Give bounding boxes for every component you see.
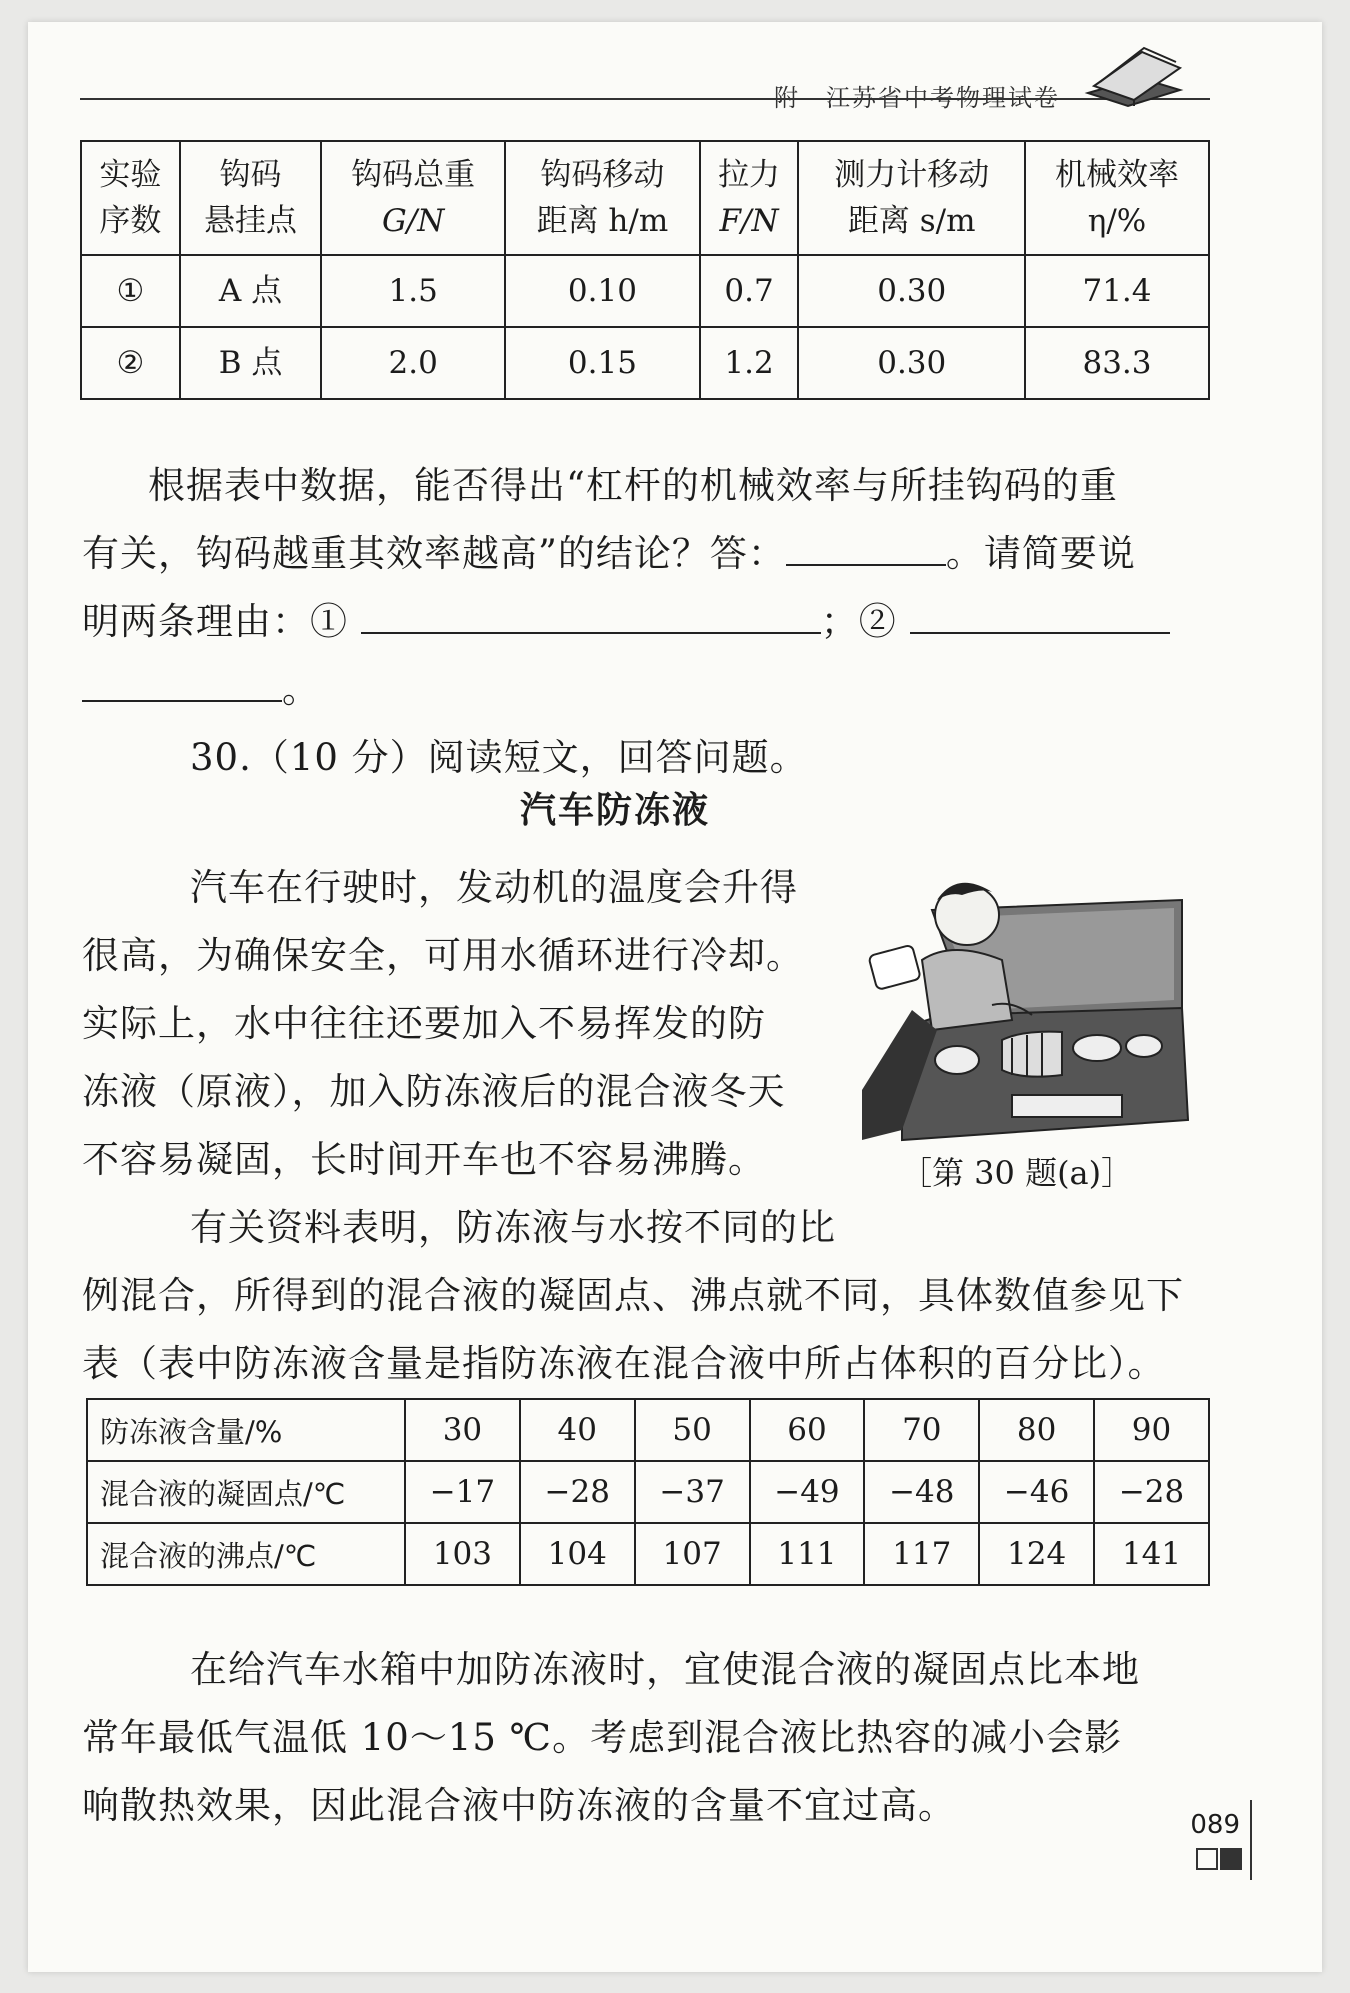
header-title: 附 江苏省中考物理试卷 [774, 84, 1060, 112]
table-cell: 50 [635, 1399, 750, 1461]
table-cell: 60 [750, 1399, 865, 1461]
table-cell: −49 [750, 1461, 865, 1523]
table-cell: 107 [635, 1523, 750, 1585]
car-illustration [862, 870, 1192, 1145]
table-row [87, 1399, 1209, 1461]
page-number-bar [1250, 1800, 1252, 1880]
table-cell: 90 [1094, 1399, 1209, 1461]
table-cell: 80 [979, 1399, 1094, 1461]
table-cell: A 点 [180, 255, 321, 327]
q30-heading: 30.（10 分）阅读短文，回答问题。 [190, 736, 808, 779]
table-cell: 104 [520, 1523, 635, 1585]
q29-line3-text: 明两条理由：① [82, 600, 348, 643]
table-cell: −46 [979, 1461, 1094, 1523]
header-cell: 钩码移动 距离 h/m [505, 141, 699, 255]
figure-caption: ［第 30 题(a)］ [900, 1154, 1134, 1192]
page-marker-filled-icon [1220, 1848, 1242, 1870]
table-cell: 124 [979, 1523, 1094, 1585]
table-cell: ① [81, 255, 180, 327]
q30-p3-line: 响散热效果，因此混合液中防冻液的含量不宜过高。 [82, 1784, 956, 1827]
q29-line2-text: 有关，钩码越重其效率越高”的结论？答： [82, 532, 786, 575]
q30-p1-line: 汽车在行驶时，发动机的温度会升得 [190, 866, 798, 909]
table-cell: −28 [520, 1461, 635, 1523]
table-cell: 111 [750, 1523, 865, 1585]
q29-line4-end: 。 [282, 668, 320, 711]
table-header-row [81, 141, 1209, 255]
q30-p1-line: 实际上，水中往往还要加入不易挥发的防 [82, 1002, 766, 1045]
table-cell: ② [81, 327, 180, 399]
table-cell: −48 [864, 1461, 979, 1523]
q30-p2-line: 表（表中防冻液含量是指防冻液在混合液中所占体积的百分比）。 [82, 1342, 1166, 1385]
q29-line3-sep: ；② [820, 600, 897, 643]
table-row [87, 1461, 1209, 1523]
q29-line2 [82, 520, 1136, 588]
running-header [80, 38, 1210, 112]
q29-line1: 根据表中数据，能否得出“杠杆的机械效率与所挂钩码的重 [148, 464, 1118, 507]
reason1-blank[interactable] [361, 590, 821, 634]
table-cell: 103 [405, 1523, 520, 1585]
table-cell: 0.7 [700, 255, 799, 327]
q30-p1-line: 冻液（原液），加入防冻液后的混合液冬天 [82, 1070, 786, 1113]
table-cell: 83.3 [1025, 327, 1209, 399]
reason2-blank[interactable] [910, 590, 1170, 634]
header-cell: 机械效率 η/% [1025, 141, 1209, 255]
header-cell: 测力计移动 距离 s/m [798, 141, 1025, 255]
table-cell: −28 [1094, 1461, 1209, 1523]
q29-line3 [82, 588, 1170, 656]
table-cell: 0.10 [505, 255, 699, 327]
table-cell: −17 [405, 1461, 520, 1523]
header-cell: 拉力 F/N [700, 141, 799, 255]
q30-p2-line: 有关资料表明，防冻液与水按不同的比 [190, 1206, 836, 1249]
q30-p1-line: 不容易凝固，长时间开车也不容易沸腾。 [82, 1138, 766, 1181]
table-cell: 1.5 [321, 255, 505, 327]
header-cell: 钩码总重 G/N [321, 141, 505, 255]
table-row [81, 255, 1209, 327]
q30-p3-line: 常年最低气温低 10～15 ℃。考虑到混合液比热容的减小会影 [82, 1716, 1123, 1759]
table-cell: 0.30 [798, 255, 1025, 327]
reason2-blank-cont[interactable] [82, 658, 282, 702]
row-label: 混合液的沸点/℃ [87, 1523, 405, 1585]
q30-p2-line: 例混合，所得到的混合液的凝固点、沸点就不同，具体数值参见下 [82, 1274, 1184, 1317]
q30-p3-line: 在给汽车水箱中加防冻液时，宜使混合液的凝固点比本地 [190, 1648, 1140, 1691]
table-cell: B 点 [180, 327, 321, 399]
row-label: 防冻液含量/% [87, 1399, 405, 1461]
experiment-table [80, 140, 1210, 400]
table-cell: 0.30 [798, 327, 1025, 399]
table-cell: 30 [405, 1399, 520, 1461]
q30-p1-line: 很高，为确保安全，可用水循环进行冷却。 [82, 934, 804, 977]
table-cell: −37 [635, 1461, 750, 1523]
header-cell: 钩码 悬挂点 [180, 141, 321, 255]
row-label: 混合液的凝固点/℃ [87, 1461, 405, 1523]
q29-line4 [82, 656, 320, 724]
header-cell: 实验 序数 [81, 141, 180, 255]
table-cell: 0.15 [505, 327, 699, 399]
table-cell: 141 [1094, 1523, 1209, 1585]
q29-line2-text-end: 。请简要说 [945, 532, 1136, 575]
table-cell: 1.2 [700, 327, 799, 399]
table-cell: 40 [520, 1399, 635, 1461]
antifreeze-table [86, 1398, 1210, 1586]
table-cell: 70 [864, 1399, 979, 1461]
page-number: 089 [1190, 1810, 1240, 1840]
article-title: 汽车防冻液 [520, 790, 711, 831]
book-icon [1080, 38, 1190, 108]
table-row [87, 1523, 1209, 1585]
answer-blank[interactable] [786, 522, 946, 566]
table-cell: 71.4 [1025, 255, 1209, 327]
table-cell: 117 [864, 1523, 979, 1585]
page-marker-empty-icon [1196, 1848, 1218, 1870]
table-row [81, 327, 1209, 399]
table-cell: 2.0 [321, 327, 505, 399]
